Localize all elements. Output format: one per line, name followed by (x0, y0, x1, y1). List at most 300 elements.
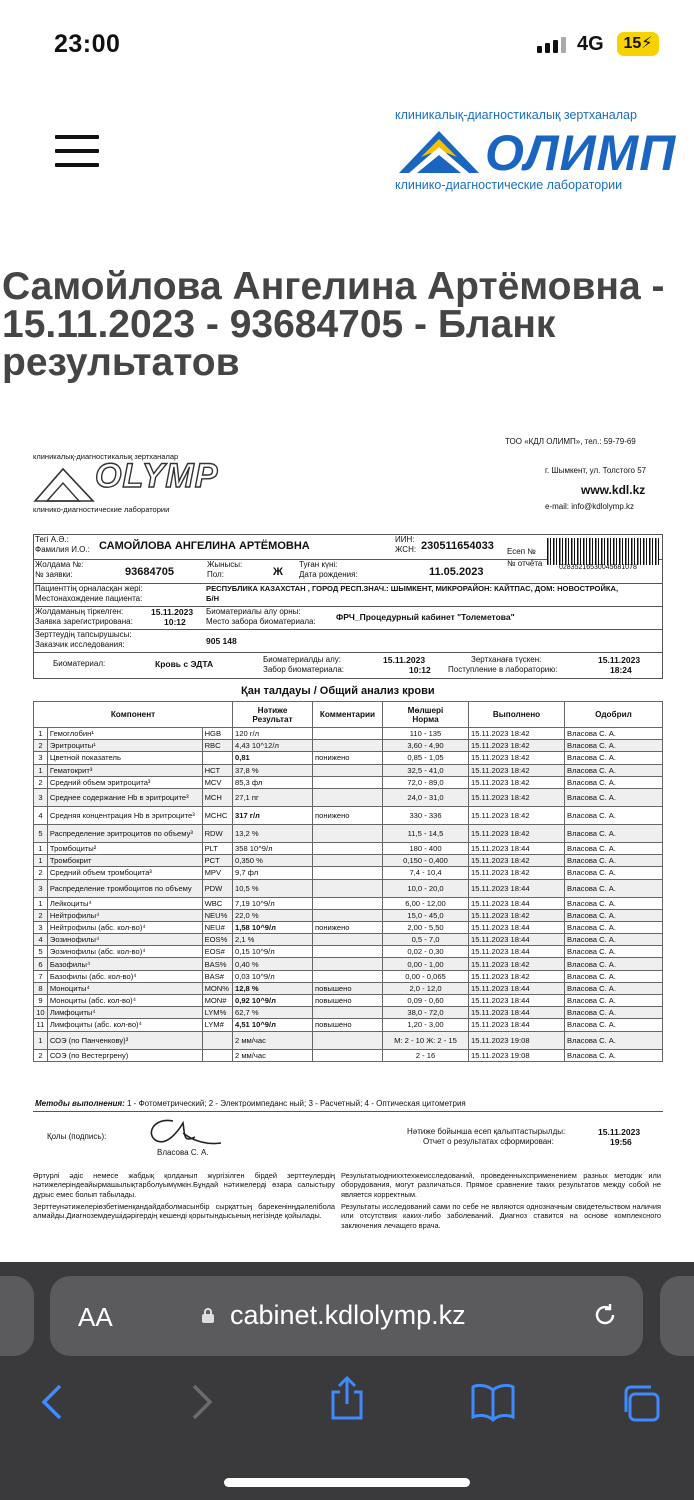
doc-logo-bottom: клинико-диагностические лаборатории (33, 505, 170, 514)
row-norm: 0,150 - 0,400 (383, 855, 469, 867)
row-result: 0,40 % (233, 958, 313, 970)
patient-name: САМОЙЛОВА АНГЕЛИНА АРТЁМОВНА (99, 540, 310, 552)
row-done: 15.11.2023 18:42 (469, 788, 565, 806)
row-component: Лимфоциты⁴ (47, 1007, 202, 1019)
row-norm: 0,02 - 0,30 (383, 946, 469, 958)
row-norm: 72,0 - 89,0 (383, 776, 469, 788)
row-norm: 330 - 336 (383, 806, 469, 824)
row-done: 15.11.2023 18:44 (469, 921, 565, 933)
row-done: 15.11.2023 18:42 (469, 806, 565, 824)
barcode-image (547, 538, 659, 565)
row-approver: Власова С. А. (565, 1007, 663, 1019)
dob-label-ru: Дата рождения: (299, 570, 358, 579)
row-code: HGB (202, 728, 232, 740)
row-comment: повышено (313, 982, 383, 994)
formed-time: 19:56 (610, 1137, 632, 1147)
reader-options-button[interactable] (78, 1302, 113, 1333)
row-comment (313, 776, 383, 788)
row-number: 1 (34, 842, 48, 854)
row-result: 0,81 (233, 752, 313, 764)
take-label-kz: Биоматериалды алу: (263, 655, 341, 664)
table-row (34, 842, 663, 854)
row-result: 0,15 10^9/л (233, 946, 313, 958)
row-result: 10,5 % (233, 879, 313, 897)
table-row (34, 909, 663, 921)
row-norm: 1,20 - 3,00 (383, 1019, 469, 1031)
row-number: 2 (34, 867, 48, 879)
row-code: WBC (202, 897, 232, 909)
row-component: Гемоглобин¹ (47, 728, 202, 740)
row-number: 5 (34, 824, 48, 842)
doc-logo-top: клиникалық-диагностикалық зертханалар (33, 452, 179, 461)
row-norm: 11,5 - 14,5 (383, 824, 469, 842)
row-code: NEU# (202, 921, 232, 933)
header-result-ru: Результат (252, 714, 293, 724)
home-indicator (224, 1478, 470, 1487)
reload-icon[interactable] (590, 1300, 620, 1330)
row-component: Средний объем тромбоцита³ (47, 867, 202, 879)
row-approver: Власова С. А. (565, 788, 663, 806)
table-row (34, 752, 663, 764)
page-title: Самойлова Ангелина Артёмовна - 15.11.2023 - 93684705 - Бланк результатов (2, 265, 665, 384)
row-component: Средняя концентрация Hb в эритроците³ (47, 806, 202, 824)
formed-label-ru: Отчет о результатах сформирован: (423, 1137, 554, 1146)
table-row (34, 824, 663, 842)
row-norm: 0,00 - 0,065 (383, 970, 469, 982)
row-norm: 2,0 - 12,0 (383, 982, 469, 994)
row-component: Базофилы⁴ (47, 958, 202, 970)
table-row (34, 867, 663, 879)
row-norm: 6,00 - 12,00 (383, 897, 469, 909)
row-code: LYM# (202, 1019, 232, 1031)
row-comment: повышено (313, 995, 383, 1007)
table-row (34, 897, 663, 909)
row-norm: 32,5 - 41,0 (383, 764, 469, 776)
url-text[interactable]: cabinet.kdlolymp.kz (230, 1300, 466, 1330)
report-label-kz: Есеп № (507, 547, 536, 556)
signal-icon (537, 37, 566, 53)
row-number: 2 (34, 776, 48, 788)
note-2-ru: Результаты исследований сами по себе не являются однозначным свидетельством наличия или отсутствия каких-либо заболеваний. Диагноз ставится на основе комплексного заключения лечащего врача. (341, 1202, 661, 1230)
row-comment: понижено (313, 806, 383, 824)
table-row (34, 740, 663, 752)
formed-label-kz: Нәтиже бойынша есеп қалыптастырылды: (407, 1127, 566, 1136)
row-component: Лимфоциты (абс. кол-во)⁴ (47, 1019, 202, 1031)
row-number: 8 (34, 982, 48, 994)
table-row (34, 1007, 663, 1019)
row-component: Распределение тромбоцитов по объему (47, 879, 202, 897)
location-label-kz: Пациенттің орналасқан жері: (35, 584, 143, 593)
customer-code: 905 148 (206, 636, 237, 646)
row-result: 358 10^9/л (233, 842, 313, 854)
row-component: Нейтрофилы⁴ (47, 909, 202, 921)
site-logo[interactable] (395, 108, 677, 193)
row-code: RBC (202, 740, 232, 752)
row-code (202, 752, 232, 764)
tabs-icon[interactable] (618, 1382, 662, 1424)
patient-sex: Ж (273, 566, 283, 578)
row-done: 15.11.2023 18:42 (469, 970, 565, 982)
row-approver: Власова С. А. (565, 897, 663, 909)
row-component: Тромбокрит (47, 855, 202, 867)
row-number: 1 (34, 897, 48, 909)
row-number: 2 (34, 740, 48, 752)
row-done: 15.11.2023 18:42 (469, 752, 565, 764)
arrival-label-ru: Поступление в лабораторию: (448, 665, 558, 674)
row-result: 1,58 10^9/л (233, 921, 313, 933)
signature-label: Қолы (подпись): (47, 1132, 107, 1141)
company-address: г. Шымкент, ул. Толстого 57 (545, 466, 647, 475)
header-result-kz: Нәтиже (257, 705, 288, 715)
row-approver: Власова С. А. (565, 867, 663, 879)
row-code: EOS# (202, 946, 232, 958)
row-component: Нейтрофилы (абс. кол-во)⁴ (47, 921, 202, 933)
row-approver: Власова С. А. (565, 958, 663, 970)
table-row (34, 946, 663, 958)
table-row (34, 879, 663, 897)
sample-place: ФРЧ_Процедурный кабинет "Толеметова" (336, 612, 515, 622)
row-approver: Власова С. А. (565, 806, 663, 824)
methods-label: Методы выполнения: (35, 1099, 125, 1108)
row-norm: 24,0 - 31,0 (383, 788, 469, 806)
row-number: 9 (34, 995, 48, 1007)
aa-label: AA (78, 1302, 113, 1332)
row-code: BAS% (202, 958, 232, 970)
row-done: 15.11.2023 18:44 (469, 879, 565, 897)
row-comment (313, 740, 383, 752)
row-code: MON# (202, 995, 232, 1007)
row-comment (313, 897, 383, 909)
row-approver: Власова С. А. (565, 764, 663, 776)
row-number: 6 (34, 958, 48, 970)
biomaterial-label: Биоматериал: (53, 659, 106, 668)
status-time: 23:00 (54, 30, 121, 58)
name-label-kz: Тегі А.Ә.: (35, 535, 69, 544)
row-norm: 0,09 - 0,60 (383, 995, 469, 1007)
results-table (33, 701, 663, 1062)
row-approver: Власова С. А. (565, 909, 663, 921)
take-time: 10:12 (409, 665, 431, 675)
row-number: 5 (34, 946, 48, 958)
table-row (34, 1049, 663, 1061)
patient-location: РЕСПУБЛИКА КАЗАХСТАН , ГОРОД РЕСП.ЗНАЧ.: ШЫМКЕНТ, МИКРОРАЙОН: КАЙТПАС, ДОМ: НОВОСТРОЙКА, (206, 584, 619, 593)
row-component: Средний объем эритроцита³ (47, 776, 202, 788)
row-number: 3 (34, 879, 48, 897)
row-code (202, 1049, 232, 1061)
take-date: 15.11.2023 (383, 655, 426, 665)
row-done: 15.11.2023 18:44 (469, 1007, 565, 1019)
biomaterial: Кровь с ЭДТА (155, 659, 214, 669)
location-label-ru: Местонахождение пациента: (35, 594, 143, 603)
row-norm: 0,85 - 1,05 (383, 752, 469, 764)
share-icon[interactable] (328, 1376, 366, 1422)
row-approver: Власова С. А. (565, 879, 663, 897)
place-label-ru: Место забора биоматериала: (206, 617, 316, 626)
row-component: Цветной показатель (47, 752, 202, 764)
browser-toolbar (0, 1262, 694, 1500)
row-norm: 110 - 135 (383, 728, 469, 740)
row-comment (313, 879, 383, 897)
battery-icon: 15⚡ (617, 32, 659, 56)
logo-bottom-text: клинико-диагностические лаборатории (395, 178, 623, 192)
logo-top-text: клиникалық-диагностикалық зертханалар (395, 108, 637, 122)
row-number: 1 (34, 728, 48, 740)
arrival-label-kz: Зертханаға түскен: (471, 655, 542, 664)
row-norm: 0,00 - 1,00 (383, 958, 469, 970)
row-result: 2 мм/час (233, 1049, 313, 1061)
dob-label-kz: Туған күні: (299, 560, 338, 569)
row-approver: Власова С. А. (565, 824, 663, 842)
row-component: СОЭ (по Панченкову)³ (47, 1031, 202, 1049)
row-result: 13,2 % (233, 824, 313, 842)
row-component: Среднее содержание Hb в эритроците³ (47, 788, 202, 806)
table-header (34, 702, 663, 728)
row-comment (313, 934, 383, 946)
row-number: 3 (34, 752, 48, 764)
row-result: 22,0 % (233, 909, 313, 921)
row-approver: Власова С. А. (565, 921, 663, 933)
row-comment (313, 764, 383, 776)
row-result: 0,03 10^9/л (233, 970, 313, 982)
row-approver: Власова С. А. (565, 982, 663, 994)
row-component: Эозинофилы (абс. кол-во)⁴ (47, 946, 202, 958)
forward-icon[interactable] (188, 1382, 216, 1422)
row-done: 15.11.2023 18:44 (469, 897, 565, 909)
row-number: 1 (34, 1031, 48, 1049)
table-row (34, 764, 663, 776)
row-component: Моноциты⁴ (47, 982, 202, 994)
row-number: 4 (34, 934, 48, 946)
name-label-ru: Фамилия И.О.: (35, 545, 90, 554)
take-label-ru: Забор биоматериала: (263, 665, 344, 674)
row-comment (313, 958, 383, 970)
battery-level: 15 (623, 35, 642, 52)
patient-iin: 230511654033 (421, 540, 494, 552)
report-label-ru: № отчёта (507, 559, 543, 568)
row-norm: М: 2 - 10 Ж: 2 - 15 (383, 1031, 469, 1049)
row-result: 12,8 % (233, 982, 313, 994)
row-done: 15.11.2023 18:42 (469, 824, 565, 842)
row-norm: 180 - 400 (383, 842, 469, 854)
row-approver: Власова С. А. (565, 1049, 663, 1061)
table-row (34, 982, 663, 994)
row-number: 10 (34, 1007, 48, 1019)
row-component: Базофилы (абс. кол-во)⁴ (47, 970, 202, 982)
row-done: 15.11.2023 18:42 (469, 867, 565, 879)
sex-label-ru: Пол: (207, 570, 224, 579)
header-approved: Одобрил (595, 710, 632, 719)
logo-mountain-icon (395, 125, 483, 175)
row-done: 15.11.2023 18:42 (469, 764, 565, 776)
row-approver: Власова С. А. (565, 970, 663, 982)
header-norm-kz: Мөлшері (407, 705, 444, 715)
row-code: MPV (202, 867, 232, 879)
row-norm: 15,0 - 45,0 (383, 909, 469, 921)
table-row (34, 855, 663, 867)
row-number: 2 (34, 909, 48, 921)
row-done: 15.11.2023 18:44 (469, 995, 565, 1007)
table-row (34, 958, 663, 970)
row-result: 0,350 % (233, 855, 313, 867)
patient-dob: 11.05.2023 (429, 566, 484, 578)
row-approver: Власова С. А. (565, 752, 663, 764)
row-comment (313, 1031, 383, 1049)
row-comment (313, 867, 383, 879)
table-row (34, 1019, 663, 1031)
row-result: 4,51 10^9/л (233, 1019, 313, 1031)
next-tab-stub[interactable] (660, 1276, 694, 1356)
row-norm: 0,5 - 7,0 (383, 934, 469, 946)
table-row (34, 776, 663, 788)
row-norm: 10,0 - 20,0 (383, 879, 469, 897)
logo-name: ОЛИМП (485, 125, 677, 181)
company-line: ТОО «КДЛ ОЛИМП», тел.: 59-79-69 (505, 437, 636, 446)
row-result: 0,92 10^9/л (233, 995, 313, 1007)
table-row (34, 806, 663, 824)
row-norm: 2 - 16 (383, 1049, 469, 1061)
table-row (34, 970, 663, 982)
row-component: Эозинофилы⁴ (47, 934, 202, 946)
row-code: BAS# (202, 970, 232, 982)
row-code: NEU% (202, 909, 232, 921)
row-component: Распределение эритроцитов по объему³ (47, 824, 202, 842)
row-done: 15.11.2023 18:44 (469, 934, 565, 946)
header-component: Компонент (110, 710, 156, 719)
row-approver: Власова С. А. (565, 1031, 663, 1049)
sex-label-kz: Жынысы: (207, 560, 243, 569)
row-component: Гематокрит³ (47, 764, 202, 776)
note-1-kz: Әртүрлі әдіс немесе жабдық қолданып жүргізілген бірдей зерттеулердің нәтижелеріндеайырмашылықтарболуымүмкін.Бұндай нәтижелерді өзара салыстыру дұрыс емес болып табылады. (33, 1171, 335, 1199)
row-norm: 2,00 - 5,50 (383, 921, 469, 933)
row-code: PCT (202, 855, 232, 867)
row-code: MCH (202, 788, 232, 806)
table-row (34, 1031, 663, 1049)
bookmarks-icon[interactable] (470, 1382, 516, 1422)
row-number: 1 (34, 855, 48, 867)
row-comment (313, 855, 383, 867)
row-component: Тромбоциты² (47, 842, 202, 854)
formed-date: 15.11.2023 (598, 1127, 641, 1137)
note-2-kz: Зерттеунәтижелеріөзбетіменқандайдаболмасынбір сырқаттың барекенінңдәлелібола алмайды.Диагноземдеушідәрігердің кешенді қорытындысының негізінде қойылады. (33, 1202, 335, 1221)
row-result: 2,1 % (233, 934, 313, 946)
row-number: 7 (34, 970, 48, 982)
row-code: RDW (202, 824, 232, 842)
row-done: 15.11.2023 18:42 (469, 776, 565, 788)
signature-image (143, 1115, 223, 1149)
order-label-kz: Жолдама №: (35, 560, 84, 569)
row-done: 15.11.2023 18:44 (469, 982, 565, 994)
table-row (34, 921, 663, 933)
row-done: 15.11.2023 18:42 (469, 855, 565, 867)
row-done: 15.11.2023 18:42 (469, 958, 565, 970)
row-code: PDW (202, 879, 232, 897)
row-comment (313, 970, 383, 982)
note-1-ru: Результатыодниххтехжеисследований, проведенныхсприменением разных методик или оборудования, могут различаться. Прямое сравнение таких результатов между собой не является корректным. (341, 1171, 661, 1199)
reg-label-kz: Жолдаманың тіркелген: (35, 607, 124, 616)
row-component: Лейкоциты⁴ (47, 897, 202, 909)
customer-label-ru: Заказчик исследования: (35, 640, 125, 649)
patient-location-2: Б/Н (206, 594, 220, 603)
row-done: 15.11.2023 18:42 (469, 740, 565, 752)
row-result: 2 мм/час (233, 1031, 313, 1049)
row-approver: Власова С. А. (565, 728, 663, 740)
row-number: 4 (34, 806, 48, 824)
row-comment (313, 1049, 383, 1061)
arrival-time: 18:24 (610, 665, 632, 675)
order-number: 93684705 (125, 566, 174, 578)
row-approver: Власова С. А. (565, 995, 663, 1007)
row-comment (313, 1007, 383, 1019)
row-comment (313, 728, 383, 740)
row-code: HCT (202, 764, 232, 776)
row-done: 15.11.2023 18:44 (469, 842, 565, 854)
customer-label-kz: Зерттеудің тапсырушысы: (35, 630, 132, 639)
row-code: LYM% (202, 1007, 232, 1019)
place-label-kz: Биоматериалы алу орны: (206, 607, 301, 616)
previous-tab-stub[interactable] (0, 1276, 34, 1356)
methods-list: 1 - Фотометрический; 2 - Электроимпеданс ный; 3 - Расчетный; 4 - Оптическая цитометрия (127, 1099, 466, 1108)
row-approver: Власова С. А. (565, 740, 663, 752)
reg-time: 10:12 (164, 617, 186, 627)
row-comment: повышено (313, 1019, 383, 1031)
row-result: 4,43 10^12/л (233, 740, 313, 752)
row-number: 11 (34, 1019, 48, 1031)
row-comment (313, 788, 383, 806)
row-result: 120 г/л (233, 728, 313, 740)
address-bar[interactable] (50, 1276, 643, 1356)
row-result: 37,8 % (233, 764, 313, 776)
row-done: 15.11.2023 18:44 (469, 1019, 565, 1031)
row-number: 1 (34, 764, 48, 776)
row-code (202, 1031, 232, 1049)
iin-label-ru: ЖСН: (395, 545, 417, 554)
row-code: MON% (202, 982, 232, 994)
row-number: 3 (34, 788, 48, 806)
status-bar (0, 0, 694, 90)
row-done: 15.11.2023 19:08 (469, 1049, 565, 1061)
company-website[interactable]: www.kdl.kz (581, 483, 646, 497)
row-number: 2 (34, 1049, 48, 1061)
row-approver: Власова С. А. (565, 1019, 663, 1031)
order-label-ru: № заявки: (35, 570, 73, 579)
row-done: 15.11.2023 18:42 (469, 909, 565, 921)
row-approver: Власова С. А. (565, 842, 663, 854)
row-result: 7,19 10^9/л (233, 897, 313, 909)
row-approver: Власова С. А. (565, 946, 663, 958)
reg-date: 15.11.2023 (151, 607, 194, 617)
lock-icon (201, 1307, 215, 1323)
row-code: MCV (202, 776, 232, 788)
row-result: 85,3 фл (233, 776, 313, 788)
header-done: Выполнено (492, 710, 541, 719)
row-approver: Власова С. А. (565, 776, 663, 788)
arrival-date: 15.11.2023 (598, 655, 641, 665)
row-done: 15.11.2023 18:42 (469, 728, 565, 740)
row-code: EOS% (202, 934, 232, 946)
company-email: e-mail: info@kdlolymp.kz (545, 502, 635, 511)
row-result: 62,7 % (233, 1007, 313, 1019)
table-row (34, 995, 663, 1007)
report-number: 02835216530045681078 (559, 564, 637, 571)
row-comment (313, 842, 383, 854)
row-approver: Власова С. А. (565, 934, 663, 946)
results-document (33, 435, 663, 1245)
menu-icon[interactable] (55, 135, 99, 167)
row-norm: 38,0 - 72,0 (383, 1007, 469, 1019)
reg-label-ru: Заявка зарегистрирована: (35, 617, 133, 626)
row-component: Эритроциты¹ (47, 740, 202, 752)
back-icon[interactable] (38, 1382, 66, 1422)
